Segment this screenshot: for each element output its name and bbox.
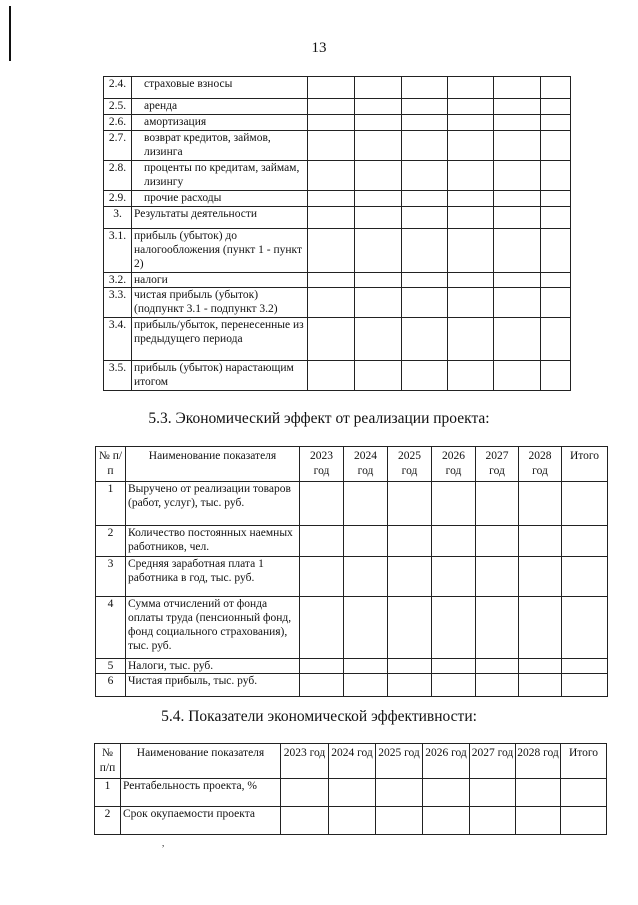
value-cell [541,131,571,161]
table-row [104,361,571,391]
value-cell [402,288,448,318]
value-cell [344,659,388,674]
value-cell [541,207,571,229]
indicator-name: прибыль (убыток) до налогообложения (пункт 1 - пункт 2) [132,229,308,273]
table-row [104,207,571,229]
row-number: 3.2. [104,273,132,288]
value-cell [388,557,432,597]
indicator-name: прочие расходы [132,191,308,207]
value-cell [402,318,448,361]
column-header-name: Наименование показателя [121,744,281,779]
table-row [104,318,571,361]
value-cell [355,161,402,191]
value-cell [476,674,519,697]
value-cell [423,807,470,835]
indicator-name: проценты по кредитам, займам, лизингу [132,161,308,191]
value-cell [388,674,432,697]
value-cell [562,557,608,597]
value-cell [519,557,562,597]
value-cell [300,557,344,597]
value-cell [541,229,571,273]
table-row [96,674,608,697]
indicator-name: чистая прибыль (убыток) (подпункт 3.1 - подпункт 3.2) [132,288,308,318]
row-number: 1 [96,482,126,526]
value-cell [448,229,494,273]
value-cell [355,288,402,318]
value-cell [388,482,432,526]
row-number: 6 [96,674,126,697]
table-header-row [96,447,608,482]
table-row [104,273,571,288]
value-cell [448,207,494,229]
column-header-year: 2025 год [376,744,423,779]
value-cell [432,482,476,526]
scan-mark: , [162,838,165,848]
value-cell [494,77,541,99]
value-cell [494,191,541,207]
value-cell [494,229,541,273]
value-cell [388,526,432,557]
value-cell [470,807,516,835]
value-cell [344,597,388,659]
value-cell [388,659,432,674]
value-cell [541,273,571,288]
column-header-year: 2028 год [519,447,562,482]
value-cell [402,131,448,161]
indicator-name: Выручено от реализации товаров (работ, услуг), тыс. руб. [126,482,300,526]
indicator-name: Результаты деятельности [132,207,308,229]
value-cell [448,318,494,361]
table-row [96,659,608,674]
value-cell [519,597,562,659]
value-cell [448,131,494,161]
indicator-name: Сумма отчислений от фонда оплаты труда (пенсионный фонд, фонд социального страхования), тыс. руб. [126,597,300,659]
value-cell [300,526,344,557]
column-header-year: 2026 год [432,447,476,482]
value-cell [541,161,571,191]
section-heading-5-3: 5.3. Экономический эффект от реализации проекта: [148,410,490,427]
table-row [104,229,571,273]
row-number: 1 [95,779,121,807]
row-number: 2.4. [104,77,132,99]
value-cell [376,807,423,835]
table-row [104,115,571,131]
table-row [96,557,608,597]
row-number: 5 [96,659,126,674]
value-cell [300,597,344,659]
value-cell [432,674,476,697]
value-cell [355,207,402,229]
indicator-name: прибыль (убыток) нарастающим итогом [132,361,308,391]
value-cell [448,288,494,318]
column-header-year: 2023 год [281,744,329,779]
value-cell [448,161,494,191]
value-cell [541,191,571,207]
value-cell [494,115,541,131]
column-header-year: 2027 год [470,744,516,779]
row-number: 2 [96,526,126,557]
value-cell [516,807,561,835]
value-cell [541,99,571,115]
economic-effect-table [95,446,608,697]
row-number: 2.8. [104,161,132,191]
table-row [95,779,607,807]
table-row [104,288,571,318]
row-number: 2.5. [104,99,132,115]
value-cell [561,779,607,807]
value-cell [355,229,402,273]
value-cell [423,779,470,807]
value-cell [476,597,519,659]
indicator-name: прибыль/убыток, перенесенные из предыдущего периода [132,318,308,361]
value-cell [402,115,448,131]
value-cell [494,361,541,391]
value-cell [308,131,355,161]
value-cell [541,318,571,361]
value-cell [402,361,448,391]
value-cell [300,659,344,674]
value-cell [308,361,355,391]
value-cell [344,557,388,597]
value-cell [519,659,562,674]
value-cell [494,161,541,191]
value-cell [476,557,519,597]
indicator-name: амортизация [132,115,308,131]
column-header-year: 2027 год [476,447,519,482]
value-cell [402,207,448,229]
value-cell [519,482,562,526]
value-cell [329,779,376,807]
column-header-name: Наименование показателя [126,447,300,482]
value-cell [308,161,355,191]
value-cell [562,674,608,697]
value-cell [448,115,494,131]
value-cell [494,99,541,115]
value-cell [448,99,494,115]
row-number: 2.7. [104,131,132,161]
value-cell [541,288,571,318]
value-cell [355,77,402,99]
value-cell [432,526,476,557]
economic-efficiency-table [94,743,607,835]
value-cell [476,526,519,557]
value-cell [355,115,402,131]
row-number: 2.9. [104,191,132,207]
column-header-total: Итого [562,447,608,482]
indicator-name: Налоги, тыс. руб. [126,659,300,674]
value-cell [432,659,476,674]
value-cell [344,526,388,557]
row-number: 3. [104,207,132,229]
indicator-name: налоги [132,273,308,288]
value-cell [355,131,402,161]
indicator-name: Количество постоянных наемных работников, чел. [126,526,300,557]
table-row [104,99,571,115]
value-cell [344,674,388,697]
indicator-name: аренда [132,99,308,115]
value-cell [308,115,355,131]
value-cell [494,131,541,161]
indicator-name: страховые взносы [132,77,308,99]
table-row [104,161,571,191]
row-number: 2 [95,807,121,835]
financial-results-table-continued [103,76,571,391]
column-header-year: 2025 год [388,447,432,482]
column-header-total: Итого [561,744,607,779]
row-number: 2.6. [104,115,132,131]
value-cell [448,361,494,391]
value-cell [402,77,448,99]
value-cell [494,318,541,361]
value-cell [281,807,329,835]
value-cell [562,526,608,557]
column-header-num: № п/п [96,447,126,482]
indicator-name: Чистая прибыль, тыс. руб. [126,674,300,697]
value-cell [308,99,355,115]
value-cell [494,207,541,229]
value-cell [281,779,329,807]
value-cell [448,273,494,288]
value-cell [329,807,376,835]
indicator-name: Рентабельность проекта, % [121,779,281,807]
table-header-row [95,744,607,779]
value-cell [402,273,448,288]
value-cell [448,191,494,207]
value-cell [355,99,402,115]
value-cell [308,77,355,99]
column-header-year: 2024 год [329,744,376,779]
indicator-name: Срок окупаемости проекта [121,807,281,835]
value-cell [476,659,519,674]
value-cell [541,77,571,99]
section-heading-5-4: 5.4. Показатели экономической эффективности: [161,708,477,725]
value-cell [470,779,516,807]
value-cell [355,273,402,288]
row-number: 3.5. [104,361,132,391]
value-cell [308,288,355,318]
table-row [104,131,571,161]
row-number: 3 [96,557,126,597]
row-number: 3.3. [104,288,132,318]
value-cell [494,273,541,288]
value-cell [562,659,608,674]
value-cell [308,273,355,288]
value-cell [541,361,571,391]
value-cell [308,191,355,207]
value-cell [355,191,402,207]
value-cell [308,318,355,361]
value-cell [402,99,448,115]
row-number: 3.1. [104,229,132,273]
page-number: 13 [311,40,327,56]
column-header-num: № п/п [95,744,121,779]
value-cell [300,482,344,526]
value-cell [402,161,448,191]
column-header-year: 2024 год [344,447,388,482]
row-number: 3.4. [104,318,132,361]
value-cell [561,807,607,835]
value-cell [355,318,402,361]
value-cell [402,191,448,207]
value-cell [541,115,571,131]
column-header-year: 2028 год [516,744,561,779]
value-cell [308,229,355,273]
value-cell [432,597,476,659]
column-header-year: 2023 год [300,447,344,482]
column-header-year: 2026 год [423,744,470,779]
value-cell [448,77,494,99]
row-number: 4 [96,597,126,659]
value-cell [300,674,344,697]
value-cell [432,557,476,597]
indicator-name: Средняя заработная плата 1 работника в год, тыс. руб. [126,557,300,597]
value-cell [308,207,355,229]
indicator-name: возврат кредитов, займов, лизинга [132,131,308,161]
value-cell [402,229,448,273]
value-cell [355,361,402,391]
value-cell [376,779,423,807]
table-row [96,526,608,557]
value-cell [388,597,432,659]
value-cell [562,597,608,659]
value-cell [519,526,562,557]
table-row [96,597,608,659]
table-row [104,77,571,99]
value-cell [494,288,541,318]
table-row [96,482,608,526]
value-cell [476,482,519,526]
value-cell [519,674,562,697]
value-cell [562,482,608,526]
table-row [104,191,571,207]
value-cell [344,482,388,526]
value-cell [516,779,561,807]
table-row [95,807,607,835]
